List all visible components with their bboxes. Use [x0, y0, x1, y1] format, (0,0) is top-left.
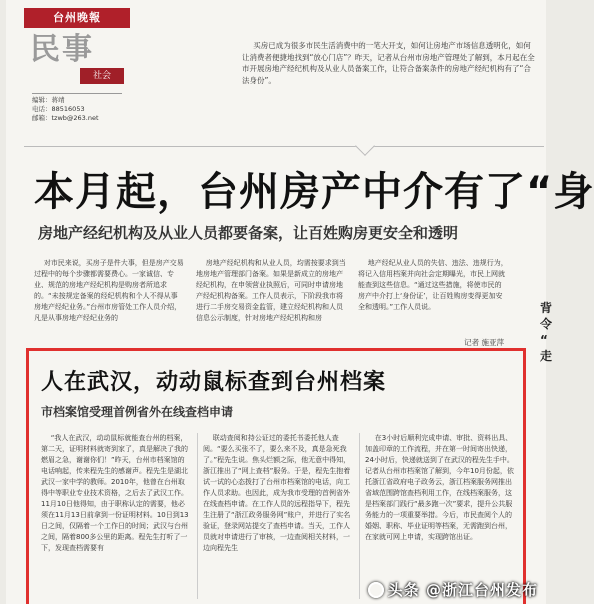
toutiao-logo-icon: [368, 582, 384, 598]
intro-divider: [24, 146, 544, 147]
section-subtitle: 社会: [80, 68, 124, 84]
article-title: 人在武汉，动动鼠标查到台州档案: [41, 370, 387, 395]
source-watermark: [364, 579, 538, 600]
editor-info: [32, 96, 99, 123]
fragment-char: “: [540, 333, 548, 347]
fragment-char: 走: [540, 349, 553, 363]
article-column: 在3小时后顺利完成申请、审批、资料出具、加盖印章的工作流程，并在第一时间寄出快递，24小时后，快递就送到了在武汉的程先生手中。记者从台州市档案馆了解到，今年10月份起，依托浙江省政府电子政务云，浙江档案服务网推出省域范围跨馆查档利用工作，在线档案服务，这是档案部门践行“最多跑一次”要求，提升公共服务能力的一项重要举措。今后，市民查阅个人的婚姻、职称、毕业证明等档案，无需跑到台州，在家就可网上申请，实现跨馆出证。: [365, 434, 514, 541]
section-masthead: [24, 4, 130, 134]
article-subtitle: 市档案馆受理首例省外在线查档申请: [41, 405, 234, 419]
highlighted-article: [26, 348, 526, 604]
article-column: “我人在武汉，动动鼠标就能查台州的档案，第二天，证明材料就寄到家了，真是解决了我的燃眉之急，谢谢你们！”昨天，台州市档案馆的电话响起，传来程先生的感谢声。程先生是湖北武汉一家中学的教师。2010年，他曾在台州取得中等职业专业技术资格，之后去了武汉工作。11月10日他得知，由于职称认定的需要，他必须在11月13日前拿到一份证明材料。10日到13日之间，仅隔着一个工作日的时间；武汉与台州之间，隔着800多公里的距离。程先生打听了一下，发现查档需要有: [41, 434, 189, 552]
body-column: 地产经纪从业人员的失信、违法、违规行为，将记入信用档案并向社会定期曝光，市民上网就能查到这些信息。“通过这些措施，将使市民的房产中介打上‘身份证’，让百姓购房变得更加安全和透明。”工作人员说。: [358, 259, 508, 311]
body-column: 对市民来说，买房子是件大事，但是房产交易过程中的每个步骤都需要费心。一家诚信、专业、规范的房地产经纪机构是购房者所追求的。“未按规定备案的经纪机构和个人不得从事房地产经纪业务。”台州市房管处工作人员介绍，凡是从事房地产经纪业务的: [34, 259, 184, 322]
editor-line: 电话：88516053: [32, 105, 85, 113]
masthead-divider: [32, 93, 122, 94]
editor-line: 邮箱：tzwb@263.net: [32, 114, 99, 122]
main-headline: 本月起，台州房产中介有了“身: [34, 169, 594, 215]
byline: 记者 施亚萍: [464, 338, 504, 347]
watermark-text: 头条 @浙江台州发布: [387, 581, 538, 599]
section-title: 民事: [30, 32, 94, 67]
article-column: 联动查阅和持公证过的委托书委托他人查阅。“要么买张不了，要么来不及，真是急死我了。”程先生说。焦头烂额之际，他无意中得知，浙江推出了“网上查档”服务。于是，程先生抱着试一试的心态拨打了台州市档案馆的电话，向工作人员求助。也因此，成为我市受理的首例省外在线查档申请。在工作人员的远程指导下，程先生注册了“浙江政务服务网”账户，并进行了实名验证，登录网站提交了查档申请。当天，工作人员就对申请进行了审核，一边查阅相关材料，一边向程先生: [203, 434, 351, 552]
main-article-body: [34, 258, 554, 348]
intro-paragraph: 买房已成为很多市民生活消费中的一笔大开支，如何让房地产市场信息透明化，如何让消费者便捷地找到“放心门店”？昨天，记者从台州市房地产管理处了解到，本月起在全市开展房地产经纪机构及从业人员备案工作，让符合备案条件的房地产经纪机构有了“合法身份”。: [242, 41, 535, 85]
intro-divider-notch: [355, 136, 375, 156]
newspaper-brand: 台州晚報: [24, 8, 130, 28]
newspaper-page: [6, 0, 594, 604]
fragment-char: 令: [540, 317, 553, 331]
column-divider: [197, 433, 198, 599]
editor-line: 编辑：蒋靖: [32, 96, 65, 104]
fragment-char: 背: [540, 301, 553, 315]
column-divider: [359, 433, 360, 599]
main-subhead: 房地产经纪机构及从业人员都要备案，让百姓购房更安全和透明: [38, 224, 459, 242]
body-column: 房地产经纪机构和从业人员，均需按要求到当地房地产管理部门备案。如果是新成立的房地产经纪机构，在申领营业执照后，可同时申请房地产经纪机构备案。工作人员表示，下阶段我市将进行二手房交易资金监管，建立经纪机构和人员信息公示制度，针对房地产经纪机构和房: [196, 259, 346, 322]
adjacent-article-fragment: [540, 300, 552, 364]
